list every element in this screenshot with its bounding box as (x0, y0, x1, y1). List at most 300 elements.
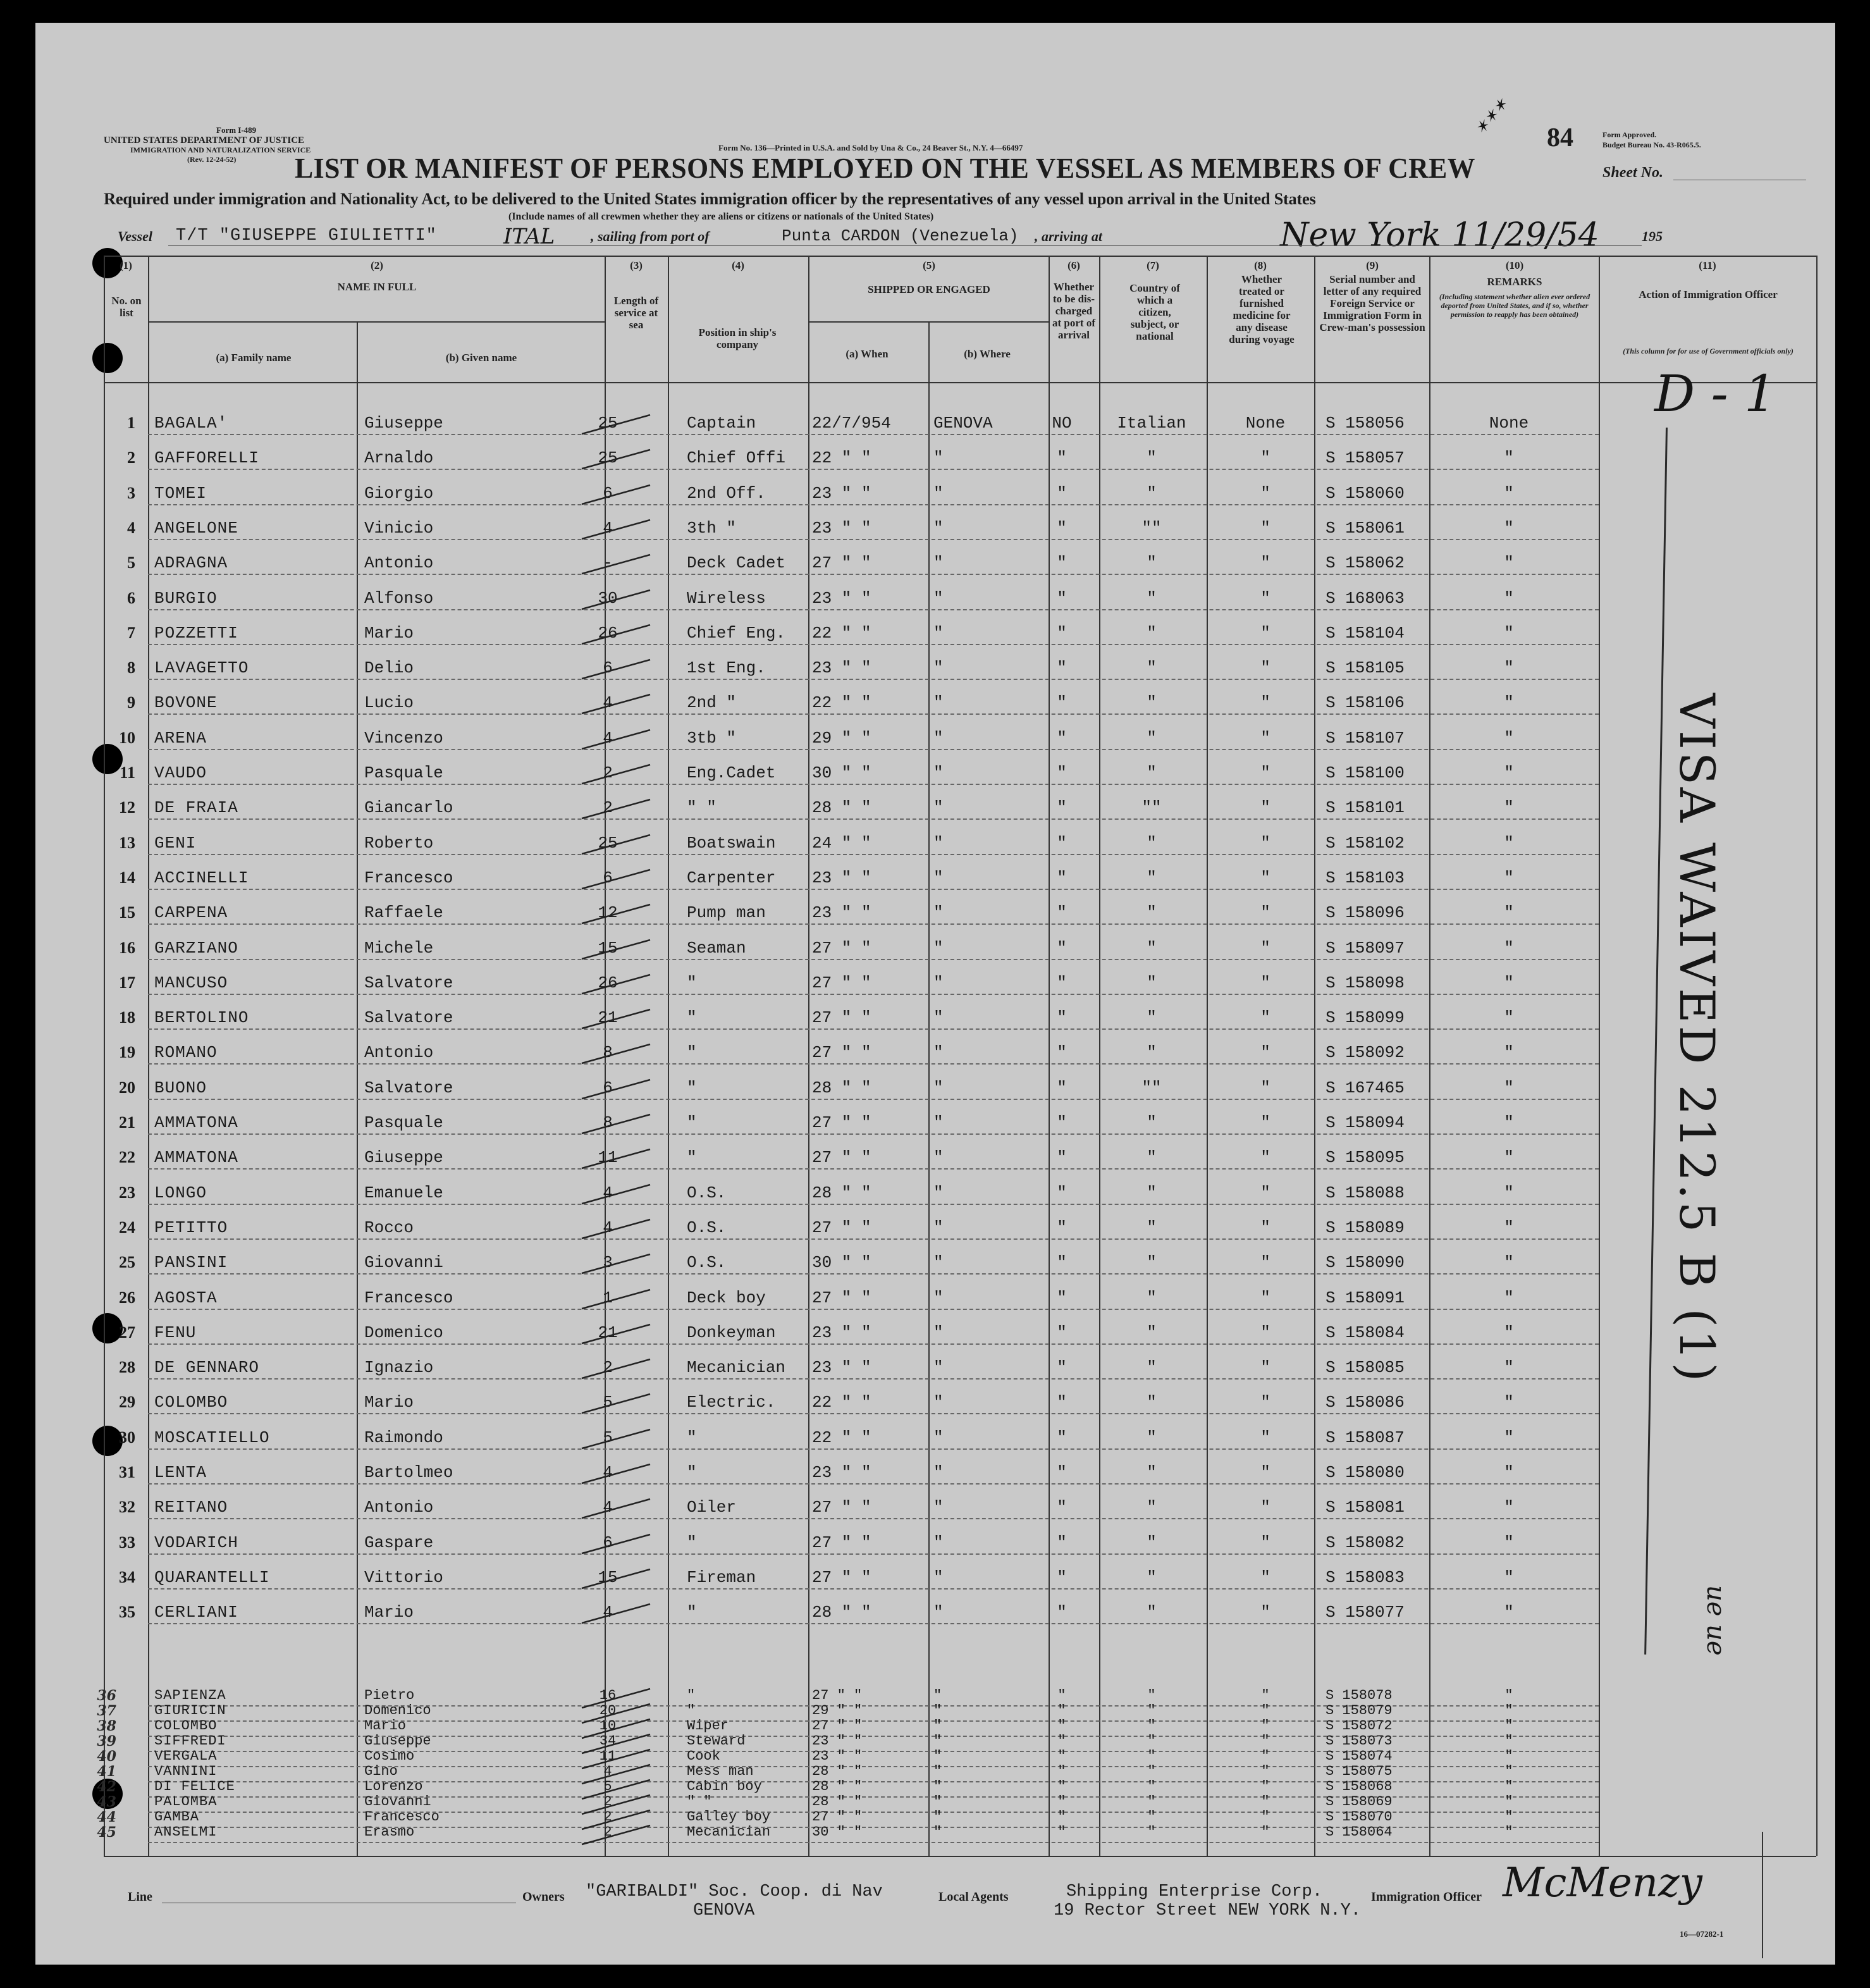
row-number: 45 (97, 1824, 116, 1841)
strike-mark (579, 1111, 655, 1133)
col-num-10: (10) (1505, 259, 1524, 271)
to-be-discharged: " (1057, 903, 1067, 923)
strike-mark (579, 1426, 655, 1448)
shipped-where: " (933, 1358, 944, 1378)
officer-action-mark: D - 1 (1654, 364, 1776, 423)
length-of-service: 8 (603, 1043, 613, 1063)
given-name: Giancarlo (364, 798, 453, 818)
shipped-when: 29 " " (812, 1703, 863, 1719)
length-of-service: 26 (598, 973, 618, 992)
remarks: " (1504, 1567, 1514, 1587)
remarks: " (1504, 798, 1514, 818)
serial-number: S 158085 (1326, 1358, 1405, 1378)
row-number: 36 (97, 1688, 116, 1704)
serial-number: S 158097 (1326, 938, 1405, 958)
treated-for-disease: " (1260, 693, 1270, 713)
nationality: " (1147, 1288, 1157, 1307)
remarks: " (1504, 1148, 1514, 1168)
nationality: " (1147, 1718, 1156, 1734)
position: Steward (687, 1733, 746, 1749)
shipped-where: " (933, 1603, 944, 1622)
treated-for-disease: " (1260, 483, 1270, 503)
to-be-discharged: " (1057, 658, 1067, 678)
given-name: Giuseppe (364, 414, 443, 433)
given-name: Vinicio (364, 518, 434, 538)
given-name: Francesco (364, 868, 453, 887)
position: " " (687, 798, 717, 818)
given-name: Francesco (364, 1809, 440, 1825)
shipped-when: 22 " " (812, 448, 871, 468)
position: " (687, 1148, 697, 1168)
shipped-where: " (933, 1428, 944, 1447)
given-name: Mario (364, 623, 414, 643)
strike-mark (579, 1216, 655, 1238)
strike-mark (579, 481, 655, 504)
remarks: " (1504, 483, 1514, 503)
shipped-where: " (933, 448, 944, 468)
treated-for-disease: " (1261, 1748, 1270, 1764)
length-of-service: 21 (598, 1323, 618, 1342)
family-name: TOMEI (154, 483, 207, 503)
crew-row (35, 1323, 1835, 1359)
nationality: " (1147, 1043, 1157, 1063)
shipped-when: 23 " " (812, 483, 871, 503)
given-name: Gino (364, 1763, 398, 1779)
shipped-when: 23 " " (812, 903, 871, 923)
header-where: (b) Where (964, 348, 1011, 360)
strike-mark (579, 1565, 655, 1588)
to-be-discharged: " (1057, 1809, 1066, 1825)
serial-number: S 158061 (1326, 518, 1405, 538)
shipped-where: " (933, 1533, 944, 1552)
family-name: ADRAGNA (154, 553, 228, 573)
treated-for-disease: " (1261, 1779, 1270, 1794)
row-number: 24 (119, 1218, 135, 1237)
family-name: BUONO (154, 1078, 207, 1097)
serial-number: S 158056 (1326, 414, 1405, 433)
nationality: " (1147, 1148, 1157, 1168)
col-num-11: (11) (1699, 259, 1716, 271)
shipped-when: 22 " " (812, 693, 871, 713)
to-be-discharged: " (1057, 1733, 1066, 1749)
remarks: " (1504, 1748, 1513, 1764)
family-name: VERGALA (154, 1748, 218, 1764)
to-be-discharged: " (1057, 798, 1067, 818)
nationality: " (1147, 588, 1157, 608)
family-name: GARZIANO (154, 938, 238, 958)
treated-for-disease: " (1260, 518, 1270, 538)
row-number: 26 (119, 1288, 135, 1307)
treated-for-disease: " (1260, 763, 1270, 782)
shipped-when: 30 " " (812, 1824, 863, 1840)
remarks: " (1504, 1253, 1514, 1273)
shipped-where: " (933, 903, 944, 923)
page-title: LIST OR MANIFEST OF PERSONS EMPLOYED ON THE VESSEL AS MEMBERS OF CREW (295, 152, 1475, 184)
remarks: " (1504, 553, 1514, 573)
remarks: " (1504, 868, 1514, 887)
treated-for-disease: " (1260, 1148, 1270, 1168)
serial-number: S 158103 (1326, 868, 1405, 887)
serial-number: S 158077 (1326, 1603, 1405, 1622)
family-name: GIURICIN (154, 1703, 226, 1719)
shipped-when: 27 " " (812, 973, 871, 992)
given-name: Michele (364, 938, 434, 958)
crew-row (35, 834, 1835, 869)
header-shipped-engaged: SHIPPED OR ENGAGED (868, 283, 990, 295)
family-name: GAMBA (154, 1809, 200, 1825)
to-be-discharged: " (1057, 518, 1067, 538)
remarks: " (1504, 1323, 1514, 1342)
remarks: " (1504, 1779, 1513, 1794)
nationality: " (1147, 623, 1157, 643)
serial-number: S 158069 (1326, 1794, 1393, 1810)
row-number: 40 (97, 1748, 116, 1765)
row-number: 11 (120, 763, 135, 782)
shipped-where: " (933, 1794, 942, 1810)
shipped-where: " (933, 1393, 944, 1412)
page-stamp-scribble: ✶✶✶ (1471, 95, 1513, 139)
shipped-when: 27 " " (812, 553, 871, 573)
remarks: " (1504, 588, 1514, 608)
given-name: Rocco (364, 1218, 414, 1237)
approval-line-1: Form Approved. (1602, 130, 1657, 139)
position: " (687, 1703, 696, 1719)
margin-line (1762, 1832, 1763, 1958)
shipped-when: 23 " " (812, 1323, 871, 1342)
crew-row (35, 1533, 1835, 1569)
length-of-service: 2 (603, 798, 613, 818)
nationality: " (1147, 553, 1157, 573)
family-name: CERLIANI (154, 1603, 238, 1622)
length-of-service: 4 (603, 1498, 613, 1517)
length-of-service: 2 (603, 763, 613, 782)
family-name: BOVONE (154, 693, 218, 713)
length-of-service: 10 (599, 1718, 617, 1734)
shipped-where: " (933, 798, 944, 818)
crew-row (35, 448, 1835, 484)
length-of-service: 11 (599, 1748, 617, 1764)
strike-mark (579, 1040, 655, 1063)
length-of-service: 16 (599, 1688, 617, 1703)
crew-row (35, 1568, 1835, 1603)
to-be-discharged: " (1057, 1148, 1067, 1168)
header-no-on-list: No. on list (111, 295, 142, 319)
punch-hole (92, 343, 123, 373)
sheet-label: Sheet No. (1602, 164, 1663, 181)
remarks: " (1504, 448, 1514, 468)
crew-row (35, 903, 1835, 939)
owners-name: "GARIBALDI" Soc. Coop. di Nav (586, 1882, 883, 1901)
position: " (687, 1078, 697, 1097)
given-name: Vittorio (364, 1567, 443, 1587)
to-be-discharged: " (1057, 623, 1067, 643)
remarks: " (1504, 903, 1514, 923)
to-be-discharged: " (1057, 1463, 1067, 1482)
row-number: 9 (127, 693, 135, 712)
shipped-where: " (933, 1183, 944, 1202)
crew-row (35, 519, 1835, 554)
crew-row (35, 1824, 1835, 1860)
serial-number: S 158102 (1326, 833, 1405, 853)
family-name: DE GENNARO (154, 1358, 260, 1378)
to-be-discharged: " (1057, 1703, 1066, 1719)
remarks: " (1504, 1603, 1514, 1622)
serial-number: S 158094 (1326, 1113, 1405, 1132)
row-number: 22 (119, 1148, 135, 1167)
row-number: 5 (127, 553, 135, 572)
crew-row (35, 1463, 1835, 1498)
treated-for-disease: " (1260, 1567, 1270, 1587)
nationality: " (1147, 1763, 1156, 1779)
form-id: Form I-489 (216, 125, 257, 135)
crew-row (35, 1358, 1835, 1393)
remarks: " (1504, 1733, 1513, 1749)
length-of-service: 6 (603, 658, 613, 678)
crew-row (35, 1253, 1835, 1288)
given-name: Erasmo (364, 1824, 415, 1840)
vessel-name: T/T "GIUSEPPE GIULIETTI" (176, 226, 437, 245)
length-of-service: 1 (603, 1288, 613, 1307)
to-be-discharged: " (1057, 1393, 1067, 1412)
position: " (687, 1043, 697, 1063)
header-when: (a) When (846, 348, 889, 360)
length-of-service: 6 (603, 483, 613, 503)
given-name: Giovanni (364, 1794, 431, 1810)
serial-number: S 167465 (1326, 1078, 1405, 1097)
serial-number: S 158086 (1326, 1393, 1405, 1412)
shipped-where: " (933, 763, 944, 782)
row-number: 43 (97, 1794, 116, 1810)
crew-row (35, 1183, 1835, 1219)
shipped-where: " (933, 1809, 942, 1825)
treated-for-disease: " (1260, 588, 1270, 608)
family-name: DI FELICE (154, 1779, 235, 1794)
shipped-when: 27 " " (812, 1498, 871, 1517)
to-be-discharged: " (1057, 1288, 1067, 1307)
shipped-when: 27 " " (812, 1567, 871, 1587)
serial-number: S 158074 (1326, 1748, 1393, 1764)
nationality: " (1147, 1498, 1157, 1517)
length-of-service: 11 (598, 1148, 618, 1168)
position: Mecanician (687, 1358, 786, 1378)
shipped-where: " (933, 1498, 944, 1517)
footer-owners-label: Owners (522, 1890, 565, 1904)
serial-number: S 158105 (1326, 658, 1405, 678)
serial-number: S 158099 (1326, 1008, 1405, 1028)
shipped-when: 27 " " (812, 1043, 871, 1063)
position: Cook (687, 1748, 720, 1764)
given-name: Domenico (364, 1323, 443, 1342)
remarks: " (1504, 763, 1514, 782)
serial-number: S 158089 (1326, 1218, 1405, 1237)
family-name: GAFFORELLI (154, 448, 260, 468)
serial-number: S 158060 (1326, 483, 1405, 503)
position: " (687, 1603, 697, 1622)
strike-mark (579, 831, 655, 854)
crew-row (35, 1393, 1835, 1428)
nationality: " (1147, 1008, 1157, 1028)
serial-number: S 158079 (1326, 1703, 1393, 1719)
shipped-when: 29 " " (812, 728, 871, 748)
nationality: " (1147, 973, 1157, 992)
family-name: FENU (154, 1323, 197, 1342)
treated-for-disease: " (1260, 1603, 1270, 1622)
position: " (687, 1008, 697, 1028)
strike-mark (579, 1076, 655, 1099)
shipped-when: 28 " " (812, 1763, 863, 1779)
row-number: 33 (119, 1533, 135, 1552)
remarks: " (1504, 938, 1514, 958)
strike-mark (579, 621, 655, 644)
to-be-discharged: " (1057, 588, 1067, 608)
strike-mark (579, 1460, 655, 1483)
shipped-when: 27 " " (812, 938, 871, 958)
to-be-discharged: " (1057, 1253, 1067, 1273)
serial-number: S 158098 (1326, 973, 1405, 992)
crew-row (35, 1148, 1835, 1183)
treated-for-disease: " (1260, 833, 1270, 853)
nationality: " (1147, 1533, 1157, 1552)
officer-label: Immigration Officer (1371, 1890, 1482, 1904)
crew-row (35, 624, 1835, 659)
family-name: ROMANO (154, 1043, 218, 1063)
family-name: VANNINI (154, 1763, 218, 1779)
treated-for-disease: " (1261, 1703, 1270, 1719)
port-of-sailing: Punta CARDON (Venezuela) (782, 226, 1019, 245)
strike-mark (579, 1145, 655, 1168)
serial-number: S 158070 (1326, 1809, 1393, 1825)
row-number: 25 (119, 1253, 135, 1272)
position: 3tb " (687, 728, 737, 748)
given-name: Antonio (364, 553, 434, 573)
shipped-where: " (933, 1688, 942, 1703)
position: " (687, 1428, 697, 1447)
strike-mark (579, 1250, 655, 1273)
position: Deck Cadet (687, 553, 786, 573)
shipped-when: 22 " " (812, 623, 871, 643)
shipped-where: " (933, 1718, 942, 1734)
row-number: 35 (119, 1603, 135, 1622)
to-be-discharged: " (1057, 1498, 1067, 1517)
row-number: 28 (119, 1358, 135, 1377)
row-number: 37 (97, 1703, 116, 1719)
page-number: 84 (1547, 123, 1573, 152)
nationality: " (1147, 1428, 1157, 1447)
treated-for-disease: " (1260, 658, 1270, 678)
shipped-when: 30 " " (812, 763, 871, 782)
col-num-4: (4) (732, 259, 744, 271)
treated-for-disease: " (1260, 1428, 1270, 1447)
treated-for-disease: " (1261, 1688, 1270, 1703)
family-name: PALOMBA (154, 1794, 218, 1810)
strike-mark (579, 796, 655, 818)
shipped-where: GENOVA (933, 414, 993, 433)
shipped-where: " (933, 1288, 944, 1307)
crew-row (35, 589, 1835, 624)
strike-mark (579, 1600, 655, 1623)
family-name: COLOMBO (154, 1393, 228, 1412)
family-name: PANSINI (154, 1253, 228, 1273)
position: Galley boy (687, 1809, 771, 1825)
length-of-service: 21 (598, 1008, 618, 1028)
row-number: 16 (119, 938, 135, 957)
header-given-name: (b) Given name (445, 352, 517, 364)
shipped-when: 23 " " (812, 1358, 871, 1378)
treated-for-disease: " (1260, 1253, 1270, 1273)
treated-for-disease: " (1260, 1288, 1270, 1307)
treated-for-disease: " (1260, 448, 1270, 468)
nationality: Italian (1117, 414, 1186, 433)
remarks: " (1504, 1463, 1514, 1482)
row-number: 41 (97, 1763, 116, 1780)
treated-for-disease: " (1260, 623, 1270, 643)
to-be-discharged: " (1057, 1603, 1067, 1622)
agents-label: Local Agents (938, 1890, 1009, 1904)
remarks: " (1504, 728, 1514, 748)
nationality: " (1147, 903, 1157, 923)
remarks: " (1504, 1688, 1513, 1703)
family-name: DE FRAIA (154, 798, 238, 818)
length-of-service: 2 (603, 1358, 613, 1378)
remarks: " (1504, 1113, 1514, 1132)
nationality: " (1147, 1253, 1157, 1273)
header-family-name: (a) Family name (216, 352, 292, 364)
header-name-in-full: NAME IN FULL (337, 281, 417, 293)
length-of-service: 15 (598, 1567, 618, 1587)
nationality: " (1147, 1218, 1157, 1237)
row-number: 21 (119, 1113, 135, 1132)
treated-for-disease: " (1260, 1183, 1270, 1202)
shipped-where: " (933, 938, 944, 958)
to-be-discharged: " (1057, 448, 1067, 468)
crew-row (35, 693, 1835, 729)
family-name: LENTA (154, 1463, 207, 1482)
treated-for-disease: " (1261, 1718, 1270, 1734)
family-name: MANCUSO (154, 973, 228, 992)
crew-row (35, 1078, 1835, 1114)
nationality: "" (1141, 518, 1162, 538)
position: " (687, 973, 697, 992)
year-suffix: 195 (1642, 228, 1663, 244)
treated-for-disease: " (1260, 1463, 1270, 1482)
crew-row (35, 1043, 1835, 1078)
shipped-when: 22 " " (812, 1428, 871, 1447)
remarks: " (1504, 1498, 1514, 1517)
to-be-discharged: " (1057, 553, 1067, 573)
shipped-where: " (933, 1824, 942, 1840)
row-number: 12 (119, 798, 135, 817)
treated-for-disease: " (1260, 553, 1270, 573)
position: Electric. (687, 1393, 776, 1412)
to-be-discharged: " (1057, 833, 1067, 853)
shipped-when: 23 " " (812, 1463, 871, 1482)
treated-for-disease: " (1261, 1763, 1270, 1779)
shipped-where: " (933, 833, 944, 853)
given-name: Pasquale (364, 1113, 443, 1132)
remarks: " (1504, 1078, 1514, 1097)
serial-number: S 158082 (1326, 1533, 1405, 1552)
length-of-service: - (603, 553, 613, 573)
treated-for-disease: " (1261, 1794, 1270, 1810)
header-country: Country of which a citizen, subject, or national (1129, 282, 1180, 342)
shipped-where: " (933, 1253, 944, 1273)
length-of-service: 25 (598, 448, 618, 468)
shipped-when: 24 " " (812, 833, 871, 853)
remarks: " (1504, 1358, 1514, 1378)
length-of-service: 30 (598, 588, 618, 608)
to-be-discharged: " (1057, 1567, 1067, 1587)
col-num-6: (6) (1067, 259, 1080, 271)
